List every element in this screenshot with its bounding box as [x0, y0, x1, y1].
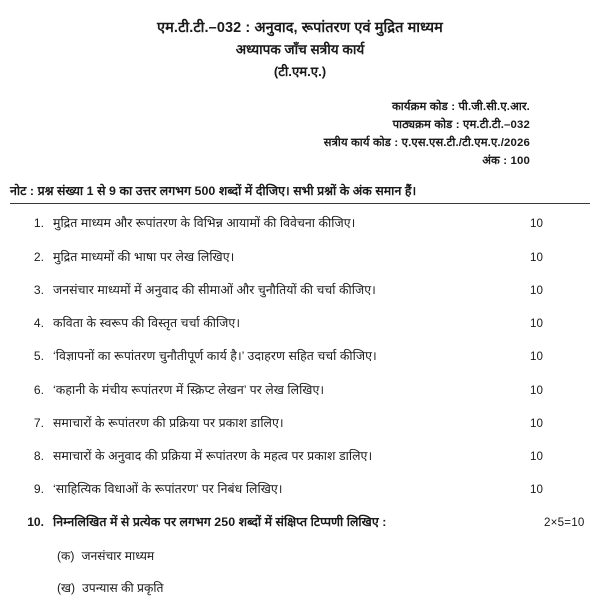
- question-number: 3.: [33, 282, 44, 297]
- meta-row-course-code: [0, 116, 530, 134]
- question-marks: 10: [530, 449, 543, 463]
- question-marks: 10: [530, 217, 543, 231]
- assignment-abbrev-line: (टी.एम.ए.): [273, 64, 327, 80]
- sub-item-text: जनसंचार माध्यम: [81, 548, 155, 563]
- question-text: कविता के स्वरूप की विस्तृत चर्चा कीजिए।: [53, 316, 241, 331]
- question-marks: 10: [530, 317, 543, 331]
- question-text: ‘विज्ञापनों का रूपांतरण चुनौतीपूर्ण कार्य है।’ उदाहरण सहित चर्चा कीजिए।: [53, 349, 377, 364]
- question-marks: 10: [530, 483, 543, 497]
- question-marks: 10: [530, 350, 543, 364]
- question-row: [22, 481, 543, 498]
- meta-value: ए.एस.एस.टी./टी.एम.ए./2026: [401, 136, 530, 149]
- question-marks: 10: [530, 416, 543, 430]
- question-row: [22, 282, 543, 299]
- question-row: [22, 249, 543, 266]
- title-block: [0, 0, 600, 84]
- meta-separator: :: [452, 118, 464, 131]
- meta-separator: :: [447, 100, 459, 113]
- meta-row-assignment-code: [0, 134, 530, 152]
- meta-row-total-marks: [0, 152, 530, 170]
- question-text: समाचारों के अनुवाद की प्रक्रिया में रूपांतरण के महत्व पर प्रकाश डालिए।: [53, 448, 373, 463]
- question-row: [22, 382, 543, 399]
- question-row: [22, 315, 543, 332]
- meta-separator: :: [391, 136, 402, 149]
- meta-codes-block: [0, 98, 600, 170]
- question-number: 5.: [33, 349, 44, 364]
- sub-item-label: (ख): [57, 581, 76, 596]
- meta-label: सत्रीय कार्य कोड: [323, 136, 392, 149]
- sub-items-list: [0, 548, 600, 597]
- note-block: [0, 182, 600, 205]
- questions-list: [0, 215, 600, 531]
- note-divider: [10, 203, 590, 204]
- question-text: मुद्रित माध्यम और रूपांतरण के विभिन्न आयामों की विवेचना कीजिए।: [53, 216, 356, 231]
- question-text: ‘साहित्यिक विधाओं के रूपांतरण’ पर निबंध लिखिए।: [53, 482, 283, 497]
- question-marks: 10: [530, 383, 543, 397]
- question-row: [22, 448, 543, 465]
- course-title-line: एम.टी.टी.–032 : अनुवाद, रूपांतरण एवं मुद्रित माध्यम: [157, 20, 443, 36]
- meta-label: पाठ्यक्रम कोड: [392, 118, 453, 131]
- question-text: ‘कहानी के मंचीय रूपांतरण में स्क्रिप्ट लेखन’ पर लेख लिखिए।: [53, 382, 325, 397]
- meta-separator: :: [499, 154, 511, 167]
- sub-item-row: [22, 580, 538, 596]
- question-marks: 10: [530, 250, 543, 264]
- meta-label: अंक: [482, 154, 500, 167]
- meta-value: 100: [510, 154, 530, 167]
- question-row: [22, 415, 543, 432]
- question-row: [22, 215, 543, 232]
- question-number: 6.: [33, 382, 44, 397]
- meta-row-program-code: [0, 98, 530, 116]
- sub-item-text: उपन्यास की प्रकृति: [82, 581, 164, 596]
- question-number: 9.: [33, 482, 44, 497]
- question-number: 7.: [33, 415, 44, 430]
- question-marks: 10: [530, 283, 543, 297]
- question-number: 8.: [33, 448, 44, 463]
- question-row: [22, 514, 585, 531]
- sub-item-label: (क): [57, 548, 75, 563]
- question-row: [22, 348, 543, 365]
- question-number: 2.: [33, 249, 44, 264]
- question-text: निम्नलिखित में से प्रत्येक पर लगभग 250 शब्दों में संक्षिप्त टिप्पणी लिखिए :: [53, 515, 387, 530]
- assignment-type-line: अध्यापक जाँच सत्रीय कार्य: [235, 42, 365, 58]
- question-marks: 2×5=10: [544, 516, 585, 530]
- question-text: जनसंचार माध्यमों में अनुवाद की सीमाओं और चुनौतियों की चर्चा कीजिए।: [53, 282, 376, 297]
- note-text: नोट : प्रश्न संख्या 1 से 9 का उत्तर लगभग 500 शब्दों में दीजिए। सभी प्रश्नों के अंक समान हैं।: [10, 183, 417, 198]
- meta-value: एम.टी.टी.–032: [463, 118, 530, 131]
- question-number: 1.: [33, 216, 44, 231]
- sub-item-row: [22, 548, 538, 564]
- meta-value: पी.जी.सी.ए.आर.: [458, 100, 530, 113]
- question-text: मुद्रित माध्यमों की भाषा पर लेख लिखिए।: [53, 249, 235, 264]
- question-number: 4.: [33, 316, 44, 331]
- question-text: समाचारों के रूपांतरण की प्रक्रिया पर प्रकाश डालिए।: [53, 415, 284, 430]
- question-number: 10.: [27, 515, 44, 530]
- meta-label: कार्यक्रम कोड: [392, 100, 448, 113]
